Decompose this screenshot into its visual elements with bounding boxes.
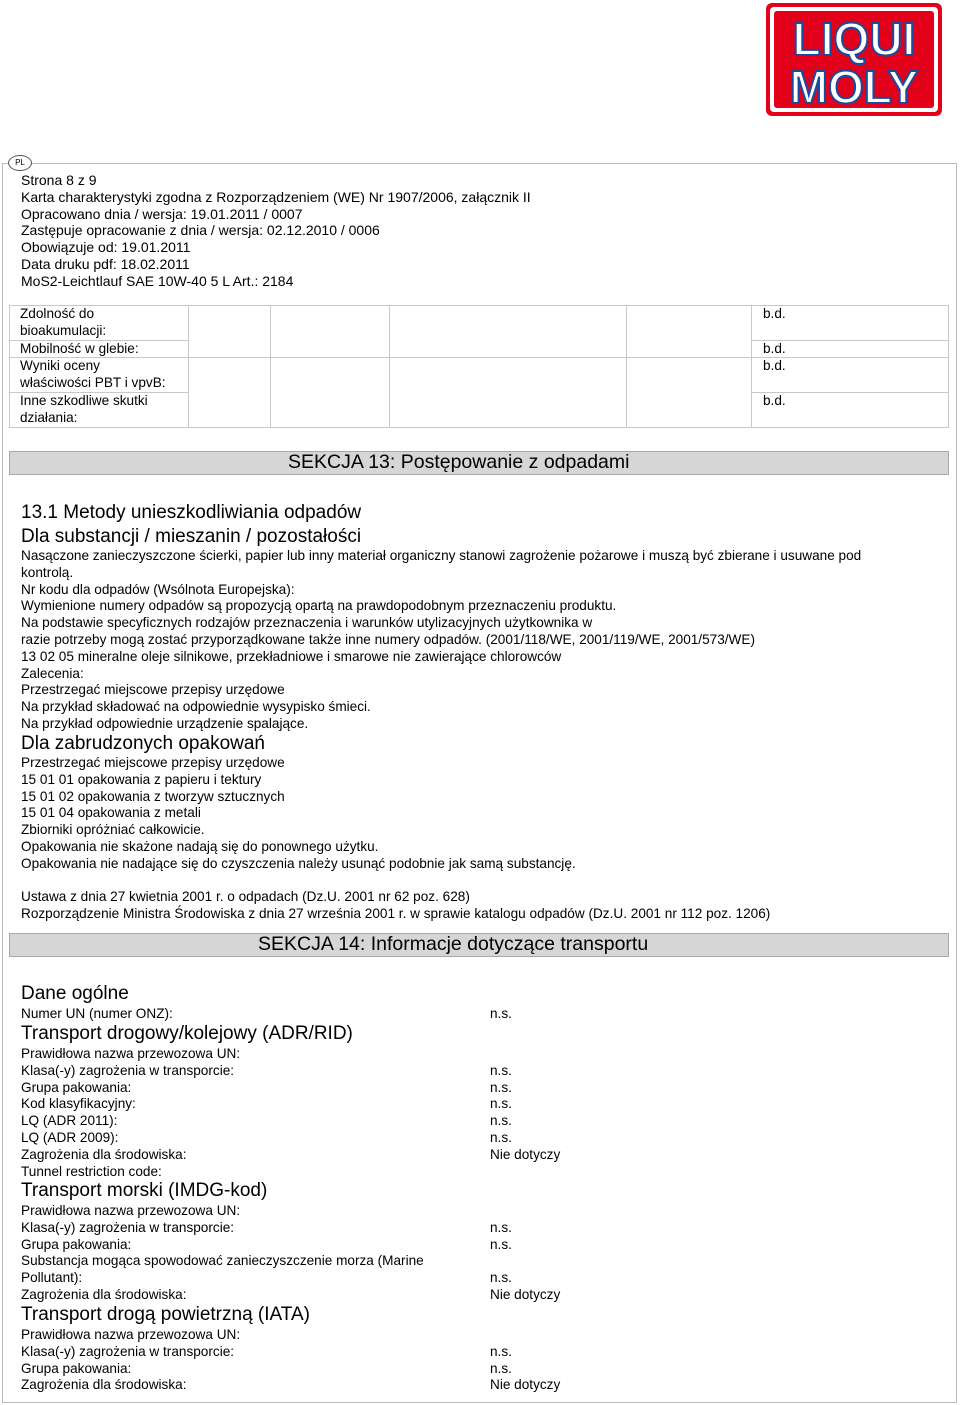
text-line: Nasączone zanieczyszczone ścierki, papier lub inny materiał organiczny stanowi zagrożenie pożarowe i muszą być zbierane i usuwane pod [21, 548, 862, 563]
subsection-heading: Transport drogą powietrzną (IATA) [21, 1304, 310, 1325]
field-label: Zagrożenia dla środowiska: [21, 1287, 187, 1302]
field-label: Substancja mogąca spowodować zanieczyszczenie morza (Marine [21, 1253, 424, 1269]
table-cell-label: Zdolność do bioakumulacji: [10, 306, 189, 341]
text-line: Zalecenia: [21, 665, 84, 681]
svg-text:MOLY: MOLY [789, 61, 919, 113]
field-label: Klasa(-y) zagrożenia w transporcie: [21, 1343, 235, 1359]
table-cell-value: b.d. [752, 306, 949, 341]
header-line: Obowiązuje od: 19.01.2011 [21, 239, 191, 256]
header-line: Karta charakterystyki zgodna z Rozporządzeniem (WE) Nr 1907/2006, załącznik II [21, 188, 531, 205]
field-label: Klasa(-y) zagrożenia w transporcie: [21, 1062, 235, 1078]
field-label: Grupa pakowania: [21, 1236, 132, 1252]
field-value: n.s. [490, 1062, 512, 1078]
text-line: Przestrzegać miejscowe przepisy urzędowe [21, 682, 285, 698]
field-value: n.s. [490, 1270, 512, 1286]
text-line: 13 02 05 mineralne oleje silnikowe, przekładniowe i smarowe nie zawierające chlorowców [21, 648, 562, 664]
field-value: Nie dotyczy [490, 1377, 561, 1393]
subsection-heading: Transport drogowy/kolejowy (ADR/RID) [21, 1023, 353, 1044]
subsection-heading: Dla substancji / mieszanin / pozostałości [21, 526, 362, 547]
field-label: Prawidłowa nazwa przewozowa UN: [21, 1327, 241, 1342]
field-label: Prawidłowa nazwa przewozowa UN: [21, 1203, 241, 1218]
text-line: Na przykład składować na odpowiednie wysypisko śmieci. [21, 699, 371, 715]
table-cell-value: b.d. [752, 340, 949, 358]
table-cell-value: b.d. [752, 392, 949, 427]
text-line: Przestrzegać miejscowe przepisy urzędowe [21, 755, 285, 770]
field-label: Grupa pakowania: [21, 1360, 132, 1376]
table-cell-label: Wyniki oceny właściwości PBT i vpvB: [10, 358, 189, 393]
field-label: LQ (ADR 2009): [21, 1130, 119, 1145]
language-badge: PL [8, 155, 32, 171]
field-label: Tunnel restriction code: [21, 1163, 162, 1179]
field-value: n.s. [490, 1096, 512, 1112]
field-value: n.s. [490, 1343, 512, 1359]
field-label: Klasa(-y) zagrożenia w transporcie: [21, 1219, 235, 1235]
text-line: 15 01 04 opakowania z metali [21, 805, 201, 821]
table-cell-label: Mobilność w glebie: [10, 340, 189, 358]
header-line: Zastępuje opracowanie z dnia / wersja: 02.12.2010 / 0006 [21, 222, 380, 239]
field-label: Zagrożenia dla środowiska: [21, 1146, 187, 1162]
subsection-heading: 13.1 Metody unieszkodliwiania odpadów [21, 502, 362, 523]
text-line: Opakowania nie skażone nadają się do ponownego użytku. [21, 839, 379, 854]
svg-text:LIQUI: LIQUI [792, 13, 916, 65]
field-label: Zagrożenia dla środowiska: [21, 1377, 187, 1393]
header-line: Strona 8 z 9 [21, 172, 97, 188]
subsection-heading: Dla zabrudzonych opakowań [21, 733, 265, 754]
text-line: Rozporządzenie Ministra Środowiska z dnia 27 września 2001 r. w sprawie katalogu odpadów (Dz.U. 2001 nr 112 poz. 1206) [21, 905, 771, 921]
field-value: n.s. [490, 1236, 512, 1252]
field-label: Kod klasyfikacyjny: [21, 1096, 136, 1112]
header-line: MoS2-Leichtlauf SAE 10W-40 5 L Art.: 2184 [21, 272, 294, 289]
table-cell-value: b.d. [752, 358, 949, 393]
field-value: Nie dotyczy [490, 1287, 561, 1302]
field-value: n.s. [490, 1130, 512, 1145]
text-line: razie potrzeby mogą zostać przyporządkowane także inne numery odpadów. (2001/118/WE, 2001/119/WE, 2001/573/WE) [21, 632, 755, 647]
text-line: 15 01 01 opakowania z papieru i tektury [21, 771, 262, 787]
header-line: Data druku pdf: 18.02.2011 [21, 256, 190, 272]
text-line: Na podstawie specyficznych rodzajów przeznaczenia i warunków utylizacyjnych użytkownika w [21, 615, 593, 631]
field-value: Nie dotyczy [490, 1146, 561, 1162]
field-value: n.s. [490, 1006, 512, 1021]
section-14-title: SEKCJA 14: Informacje dotyczące transportu [258, 933, 649, 955]
text-line: Na przykład odpowiednie urządzenie spalające. [21, 716, 309, 731]
text-line: 15 01 02 opakowania z tworzyw sztucznych [21, 788, 285, 804]
field-value: n.s. [490, 1079, 512, 1095]
liqui-moly-logo [766, 3, 942, 116]
field-value: n.s. [490, 1360, 512, 1376]
header-line: Opracowano dnia / wersja: 19.01.2011 / 0007 [21, 205, 303, 222]
table-cell-label: Inne szkodliwe skutki działania: [10, 392, 189, 427]
field-label: Prawidłowa nazwa przewozowa UN: [21, 1046, 241, 1061]
ecology-table [9, 305, 949, 428]
field-label: Pollutant): [21, 1270, 83, 1286]
text-line: Nr kodu dla odpadów (Wsólnota Europejska): [21, 581, 295, 597]
subsection-heading: Dane ogólne [21, 983, 129, 1004]
field-label: Grupa pakowania: [21, 1079, 132, 1095]
text-line: Ustawa z dnia 27 kwietnia 2001 r. o odpadach (Dz.U. 2001 nr 62 poz. 628) [21, 889, 470, 904]
text-line: Wymienione numery odpadów są propozycją opartą na prawdopodobnym przeznaczeniu produktu. [21, 598, 617, 614]
subsection-heading: Transport morski (IMDG-kod) [21, 1180, 268, 1201]
field-label: Numer UN (numer ONZ): [21, 1006, 173, 1021]
text-line: Zbiorniki opróżniać całkowicie. [21, 822, 205, 838]
field-value: n.s. [490, 1219, 512, 1235]
field-value: n.s. [490, 1113, 512, 1129]
text-line: Opakowania nie nadające się do czyszczenia należy usunąć podobnie jak samą substancję. [21, 855, 576, 871]
section-13-title: SEKCJA 13: Postępowanie z odpadami [288, 451, 630, 473]
text-line: kontrolą. [21, 564, 74, 580]
field-label: LQ (ADR 2011): [21, 1113, 118, 1129]
